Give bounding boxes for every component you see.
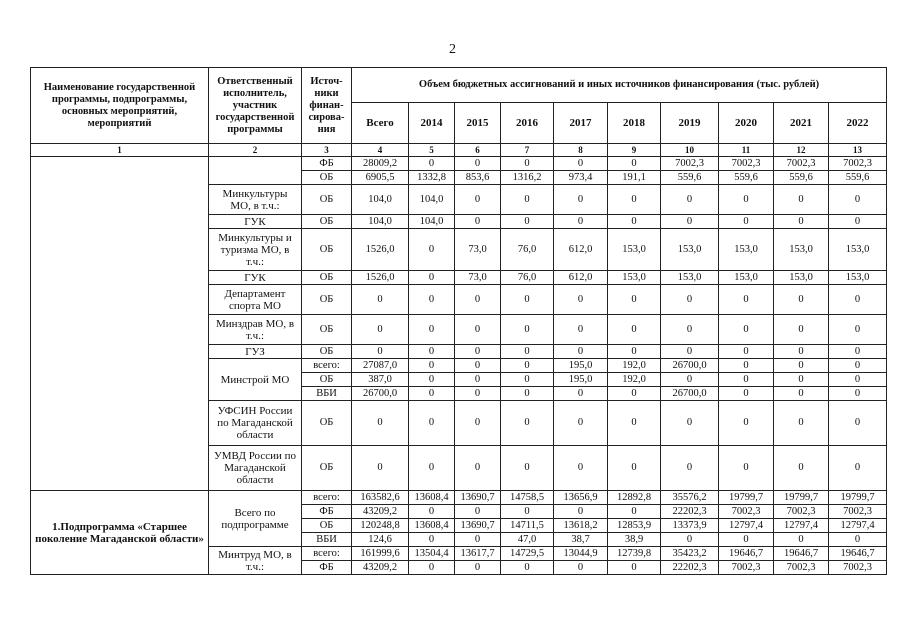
- value-cell: 153,0: [719, 271, 774, 285]
- value-cell: 973,4: [554, 171, 608, 185]
- value-cell: 0: [608, 215, 661, 229]
- value-cell: 0: [554, 315, 608, 345]
- value-cell: 6905,5: [352, 171, 409, 185]
- value-cell: 0: [829, 185, 887, 215]
- value-cell: 0: [719, 185, 774, 215]
- value-cell: 0: [554, 446, 608, 491]
- column-number: 11: [719, 144, 774, 157]
- value-cell: 1526,0: [352, 229, 409, 271]
- value-cell: 0: [409, 401, 455, 446]
- value-cell: 13608,4: [409, 491, 455, 505]
- value-cell: 47,0: [501, 533, 554, 547]
- source-cell: ВБИ: [302, 387, 352, 401]
- value-cell: 153,0: [608, 229, 661, 271]
- value-cell: 7002,3: [829, 561, 887, 575]
- value-cell: 0: [774, 345, 829, 359]
- column-number: 12: [774, 144, 829, 157]
- value-cell: 73,0: [455, 271, 501, 285]
- source-cell: всего:: [302, 547, 352, 561]
- value-cell: 0: [719, 533, 774, 547]
- column-number: 10: [661, 144, 719, 157]
- value-cell: 7002,3: [774, 157, 829, 171]
- value-cell: 0: [501, 359, 554, 373]
- value-cell: 191,1: [608, 171, 661, 185]
- value-cell: 27087,0: [352, 359, 409, 373]
- year-header: 2020: [719, 103, 774, 144]
- value-cell: 0: [501, 505, 554, 519]
- value-cell: 19799,7: [774, 491, 829, 505]
- value-cell: 0: [608, 387, 661, 401]
- value-cell: 153,0: [661, 229, 719, 271]
- value-cell: 0: [774, 315, 829, 345]
- budget-table: [30, 67, 887, 575]
- value-cell: 0: [455, 373, 501, 387]
- value-cell: 0: [719, 387, 774, 401]
- value-cell: 0: [829, 373, 887, 387]
- year-header: 2015: [455, 103, 501, 144]
- value-cell: 153,0: [774, 271, 829, 285]
- value-cell: 0: [661, 373, 719, 387]
- value-cell: 0: [455, 561, 501, 575]
- value-cell: 153,0: [661, 271, 719, 285]
- value-cell: 0: [608, 285, 661, 315]
- value-cell: 0: [829, 285, 887, 315]
- value-cell: 0: [719, 215, 774, 229]
- value-cell: 0: [352, 315, 409, 345]
- value-cell: 0: [409, 561, 455, 575]
- value-cell: 13044,9: [554, 547, 608, 561]
- value-cell: 0: [455, 401, 501, 446]
- header-program: Наименование государственной программы, подпрограммы, основных мероприятий, мероприятий: [31, 68, 209, 144]
- value-cell: 14711,5: [501, 519, 554, 533]
- value-cell: 13617,7: [455, 547, 501, 561]
- value-cell: 12739,8: [608, 547, 661, 561]
- value-cell: 0: [608, 157, 661, 171]
- value-cell: 0: [352, 401, 409, 446]
- value-cell: 0: [455, 285, 501, 315]
- value-cell: 0: [719, 345, 774, 359]
- value-cell: 13373,9: [661, 519, 719, 533]
- value-cell: 43209,2: [352, 505, 409, 519]
- value-cell: 73,0: [455, 229, 501, 271]
- value-cell: 13690,7: [455, 519, 501, 533]
- value-cell: 0: [774, 285, 829, 315]
- value-cell: 853,6: [455, 171, 501, 185]
- value-cell: 0: [455, 157, 501, 171]
- column-number: 2: [209, 144, 302, 157]
- executor-cell: ГУК: [209, 271, 302, 285]
- value-cell: 0: [455, 185, 501, 215]
- value-cell: 12797,4: [774, 519, 829, 533]
- value-cell: 0: [719, 315, 774, 345]
- value-cell: 1526,0: [352, 271, 409, 285]
- source-cell: ОБ: [302, 315, 352, 345]
- value-cell: 19646,7: [774, 547, 829, 561]
- column-number: 9: [608, 144, 661, 157]
- value-cell: 0: [409, 285, 455, 315]
- value-cell: 0: [352, 285, 409, 315]
- value-cell: 35576,2: [661, 491, 719, 505]
- value-cell: 7002,3: [829, 157, 887, 171]
- program-cell: [31, 157, 209, 491]
- source-cell: ОБ: [302, 401, 352, 446]
- value-cell: 12797,4: [719, 519, 774, 533]
- value-cell: 0: [608, 561, 661, 575]
- value-cell: 0: [409, 229, 455, 271]
- source-cell: ОБ: [302, 519, 352, 533]
- source-cell: ОБ: [302, 373, 352, 387]
- value-cell: 124,6: [352, 533, 409, 547]
- value-cell: 13656,9: [554, 491, 608, 505]
- value-cell: 0: [719, 446, 774, 491]
- year-header: 2021: [774, 103, 829, 144]
- value-cell: 559,6: [774, 171, 829, 185]
- column-number: 4: [352, 144, 409, 157]
- year-header: 2022: [829, 103, 887, 144]
- value-cell: 0: [409, 373, 455, 387]
- value-cell: 7002,3: [661, 157, 719, 171]
- value-cell: 13690,7: [455, 491, 501, 505]
- value-cell: 7002,3: [719, 561, 774, 575]
- value-cell: 12853,9: [608, 519, 661, 533]
- value-cell: 104,0: [352, 215, 409, 229]
- value-cell: 0: [829, 387, 887, 401]
- value-cell: 0: [554, 285, 608, 315]
- header-column-numbers: [31, 144, 887, 157]
- column-number: 3: [302, 144, 352, 157]
- source-cell: ФБ: [302, 157, 352, 171]
- source-cell: ОБ: [302, 229, 352, 271]
- page-number: 2: [449, 42, 456, 57]
- value-cell: 0: [774, 215, 829, 229]
- value-cell: 76,0: [501, 229, 554, 271]
- value-cell: 13608,4: [409, 519, 455, 533]
- executor-cell: [209, 157, 302, 185]
- executor-cell: Минкультуры и туризма МО, в т.ч.:: [209, 229, 302, 271]
- value-cell: 0: [719, 285, 774, 315]
- value-cell: 195,0: [554, 359, 608, 373]
- source-cell: ФБ: [302, 505, 352, 519]
- value-cell: 0: [455, 215, 501, 229]
- value-cell: 0: [455, 359, 501, 373]
- value-cell: 13618,2: [554, 519, 608, 533]
- table-row: [31, 157, 887, 171]
- value-cell: 22202,3: [661, 561, 719, 575]
- value-cell: 0: [829, 533, 887, 547]
- column-number: 8: [554, 144, 608, 157]
- year-header: 2019: [661, 103, 719, 144]
- value-cell: 0: [501, 446, 554, 491]
- value-cell: 0: [554, 401, 608, 446]
- value-cell: 35423,2: [661, 547, 719, 561]
- executor-cell: Минздрав МО, в т.ч.:: [209, 315, 302, 345]
- value-cell: 0: [829, 401, 887, 446]
- value-cell: 0: [719, 359, 774, 373]
- executor-cell: ГУЗ: [209, 345, 302, 359]
- value-cell: 0: [719, 373, 774, 387]
- value-cell: 22202,3: [661, 505, 719, 519]
- value-cell: 0: [661, 401, 719, 446]
- source-cell: ОБ: [302, 345, 352, 359]
- header-volume: Объем бюджетных ассигнований и иных источников финансирования (тыс. рублей): [352, 68, 887, 103]
- value-cell: 7002,3: [719, 157, 774, 171]
- value-cell: 0: [409, 345, 455, 359]
- value-cell: 7002,3: [829, 505, 887, 519]
- value-cell: 19646,7: [719, 547, 774, 561]
- value-cell: 0: [774, 185, 829, 215]
- value-cell: 0: [501, 373, 554, 387]
- value-cell: 28009,2: [352, 157, 409, 171]
- value-cell: 0: [774, 359, 829, 373]
- value-cell: 76,0: [501, 271, 554, 285]
- executor-cell: Минкультуры МО, в т.ч.:: [209, 185, 302, 215]
- value-cell: 612,0: [554, 271, 608, 285]
- value-cell: 19646,7: [829, 547, 887, 561]
- value-cell: 7002,3: [774, 561, 829, 575]
- year-header: Всего: [352, 103, 409, 144]
- value-cell: 0: [554, 345, 608, 359]
- value-cell: 104,0: [352, 185, 409, 215]
- value-cell: 0: [829, 359, 887, 373]
- value-cell: 612,0: [554, 229, 608, 271]
- value-cell: 0: [409, 157, 455, 171]
- value-cell: 0: [661, 185, 719, 215]
- value-cell: 0: [409, 359, 455, 373]
- value-cell: 0: [608, 446, 661, 491]
- value-cell: 0: [455, 315, 501, 345]
- value-cell: 163582,6: [352, 491, 409, 505]
- value-cell: 0: [501, 285, 554, 315]
- value-cell: 38,7: [554, 533, 608, 547]
- value-cell: 7002,3: [774, 505, 829, 519]
- value-cell: 0: [661, 345, 719, 359]
- value-cell: 0: [661, 285, 719, 315]
- value-cell: 43209,2: [352, 561, 409, 575]
- value-cell: 12892,8: [608, 491, 661, 505]
- source-cell: ОБ: [302, 285, 352, 315]
- value-cell: 0: [554, 387, 608, 401]
- value-cell: 1316,2: [501, 171, 554, 185]
- value-cell: 0: [774, 533, 829, 547]
- value-cell: 0: [774, 387, 829, 401]
- value-cell: 14729,5: [501, 547, 554, 561]
- source-cell: ВБИ: [302, 533, 352, 547]
- value-cell: 0: [501, 185, 554, 215]
- value-cell: 153,0: [774, 229, 829, 271]
- value-cell: 0: [501, 345, 554, 359]
- value-cell: 0: [455, 505, 501, 519]
- value-cell: 0: [455, 446, 501, 491]
- value-cell: 0: [719, 401, 774, 446]
- year-header: 2018: [608, 103, 661, 144]
- value-cell: 0: [774, 401, 829, 446]
- value-cell: 19799,7: [719, 491, 774, 505]
- value-cell: 161999,6: [352, 547, 409, 561]
- value-cell: 0: [409, 533, 455, 547]
- value-cell: 0: [501, 387, 554, 401]
- value-cell: 0: [661, 533, 719, 547]
- value-cell: 0: [409, 315, 455, 345]
- value-cell: 0: [661, 315, 719, 345]
- source-cell: всего:: [302, 359, 352, 373]
- value-cell: 0: [501, 561, 554, 575]
- value-cell: 0: [554, 215, 608, 229]
- value-cell: 26700,0: [661, 387, 719, 401]
- value-cell: 0: [774, 446, 829, 491]
- value-cell: 153,0: [829, 271, 887, 285]
- value-cell: 192,0: [608, 373, 661, 387]
- value-cell: 0: [409, 505, 455, 519]
- value-cell: 38,9: [608, 533, 661, 547]
- value-cell: 120248,8: [352, 519, 409, 533]
- value-cell: 7002,3: [719, 505, 774, 519]
- source-cell: ФБ: [302, 561, 352, 575]
- value-cell: 0: [554, 157, 608, 171]
- value-cell: 0: [501, 157, 554, 171]
- source-cell: ОБ: [302, 185, 352, 215]
- executor-cell: Минстрой МО: [209, 359, 302, 401]
- year-header: 2017: [554, 103, 608, 144]
- value-cell: 0: [409, 271, 455, 285]
- value-cell: 19799,7: [829, 491, 887, 505]
- value-cell: 0: [608, 401, 661, 446]
- value-cell: 153,0: [829, 229, 887, 271]
- value-cell: 0: [608, 345, 661, 359]
- value-cell: 192,0: [608, 359, 661, 373]
- source-cell: всего:: [302, 491, 352, 505]
- value-cell: 0: [409, 446, 455, 491]
- value-cell: 559,6: [829, 171, 887, 185]
- value-cell: 0: [455, 345, 501, 359]
- column-number: 5: [409, 144, 455, 157]
- value-cell: 559,6: [661, 171, 719, 185]
- column-number: 6: [455, 144, 501, 157]
- value-cell: 0: [608, 315, 661, 345]
- value-cell: 0: [661, 446, 719, 491]
- value-cell: 0: [554, 561, 608, 575]
- value-cell: 387,0: [352, 373, 409, 387]
- value-cell: 0: [554, 185, 608, 215]
- executor-cell: Минтруд МО, в т.ч.:: [209, 547, 302, 575]
- value-cell: 0: [352, 446, 409, 491]
- value-cell: 0: [409, 387, 455, 401]
- value-cell: 0: [608, 505, 661, 519]
- value-cell: 559,6: [719, 171, 774, 185]
- value-cell: 1332,8: [409, 171, 455, 185]
- value-cell: 13504,4: [409, 547, 455, 561]
- source-cell: ОБ: [302, 215, 352, 229]
- source-cell: ОБ: [302, 171, 352, 185]
- value-cell: 153,0: [719, 229, 774, 271]
- value-cell: 104,0: [409, 185, 455, 215]
- column-number: 1: [31, 144, 209, 157]
- source-cell: ОБ: [302, 271, 352, 285]
- value-cell: 153,0: [608, 271, 661, 285]
- table-row: [31, 491, 887, 505]
- value-cell: 195,0: [554, 373, 608, 387]
- value-cell: 26700,0: [661, 359, 719, 373]
- value-cell: 0: [829, 345, 887, 359]
- value-cell: 0: [829, 315, 887, 345]
- column-number: 13: [829, 144, 887, 157]
- value-cell: 0: [661, 215, 719, 229]
- value-cell: 0: [829, 215, 887, 229]
- executor-cell: ГУК: [209, 215, 302, 229]
- value-cell: 0: [554, 505, 608, 519]
- value-cell: 0: [501, 215, 554, 229]
- subprogram-name: 1.Подпрограмма «Старшее поколение Магаданской области»: [31, 491, 209, 575]
- value-cell: 0: [455, 533, 501, 547]
- year-header: 2016: [501, 103, 554, 144]
- value-cell: 12797,4: [829, 519, 887, 533]
- value-cell: 104,0: [409, 215, 455, 229]
- value-cell: 0: [455, 387, 501, 401]
- value-cell: 26700,0: [352, 387, 409, 401]
- value-cell: 14758,5: [501, 491, 554, 505]
- value-cell: 0: [501, 401, 554, 446]
- executor-cell: УФСИН России по Магаданской области: [209, 401, 302, 446]
- value-cell: 0: [501, 315, 554, 345]
- value-cell: 0: [608, 185, 661, 215]
- table-body: [31, 157, 887, 575]
- value-cell: 0: [829, 446, 887, 491]
- year-header: 2014: [409, 103, 455, 144]
- header-executor: Ответственный исполнитель, участник государственной программы: [209, 68, 302, 144]
- value-cell: 0: [352, 345, 409, 359]
- value-cell: 0: [774, 373, 829, 387]
- header-source: Источ-ники финан-сирова-ния: [302, 68, 352, 144]
- column-number: 7: [501, 144, 554, 157]
- executor-cell: Департамент спорта МО: [209, 285, 302, 315]
- source-cell: ОБ: [302, 446, 352, 491]
- executor-cell: Всего по подпрограмме: [209, 491, 302, 547]
- executor-cell: УМВД России по Магаданской области: [209, 446, 302, 491]
